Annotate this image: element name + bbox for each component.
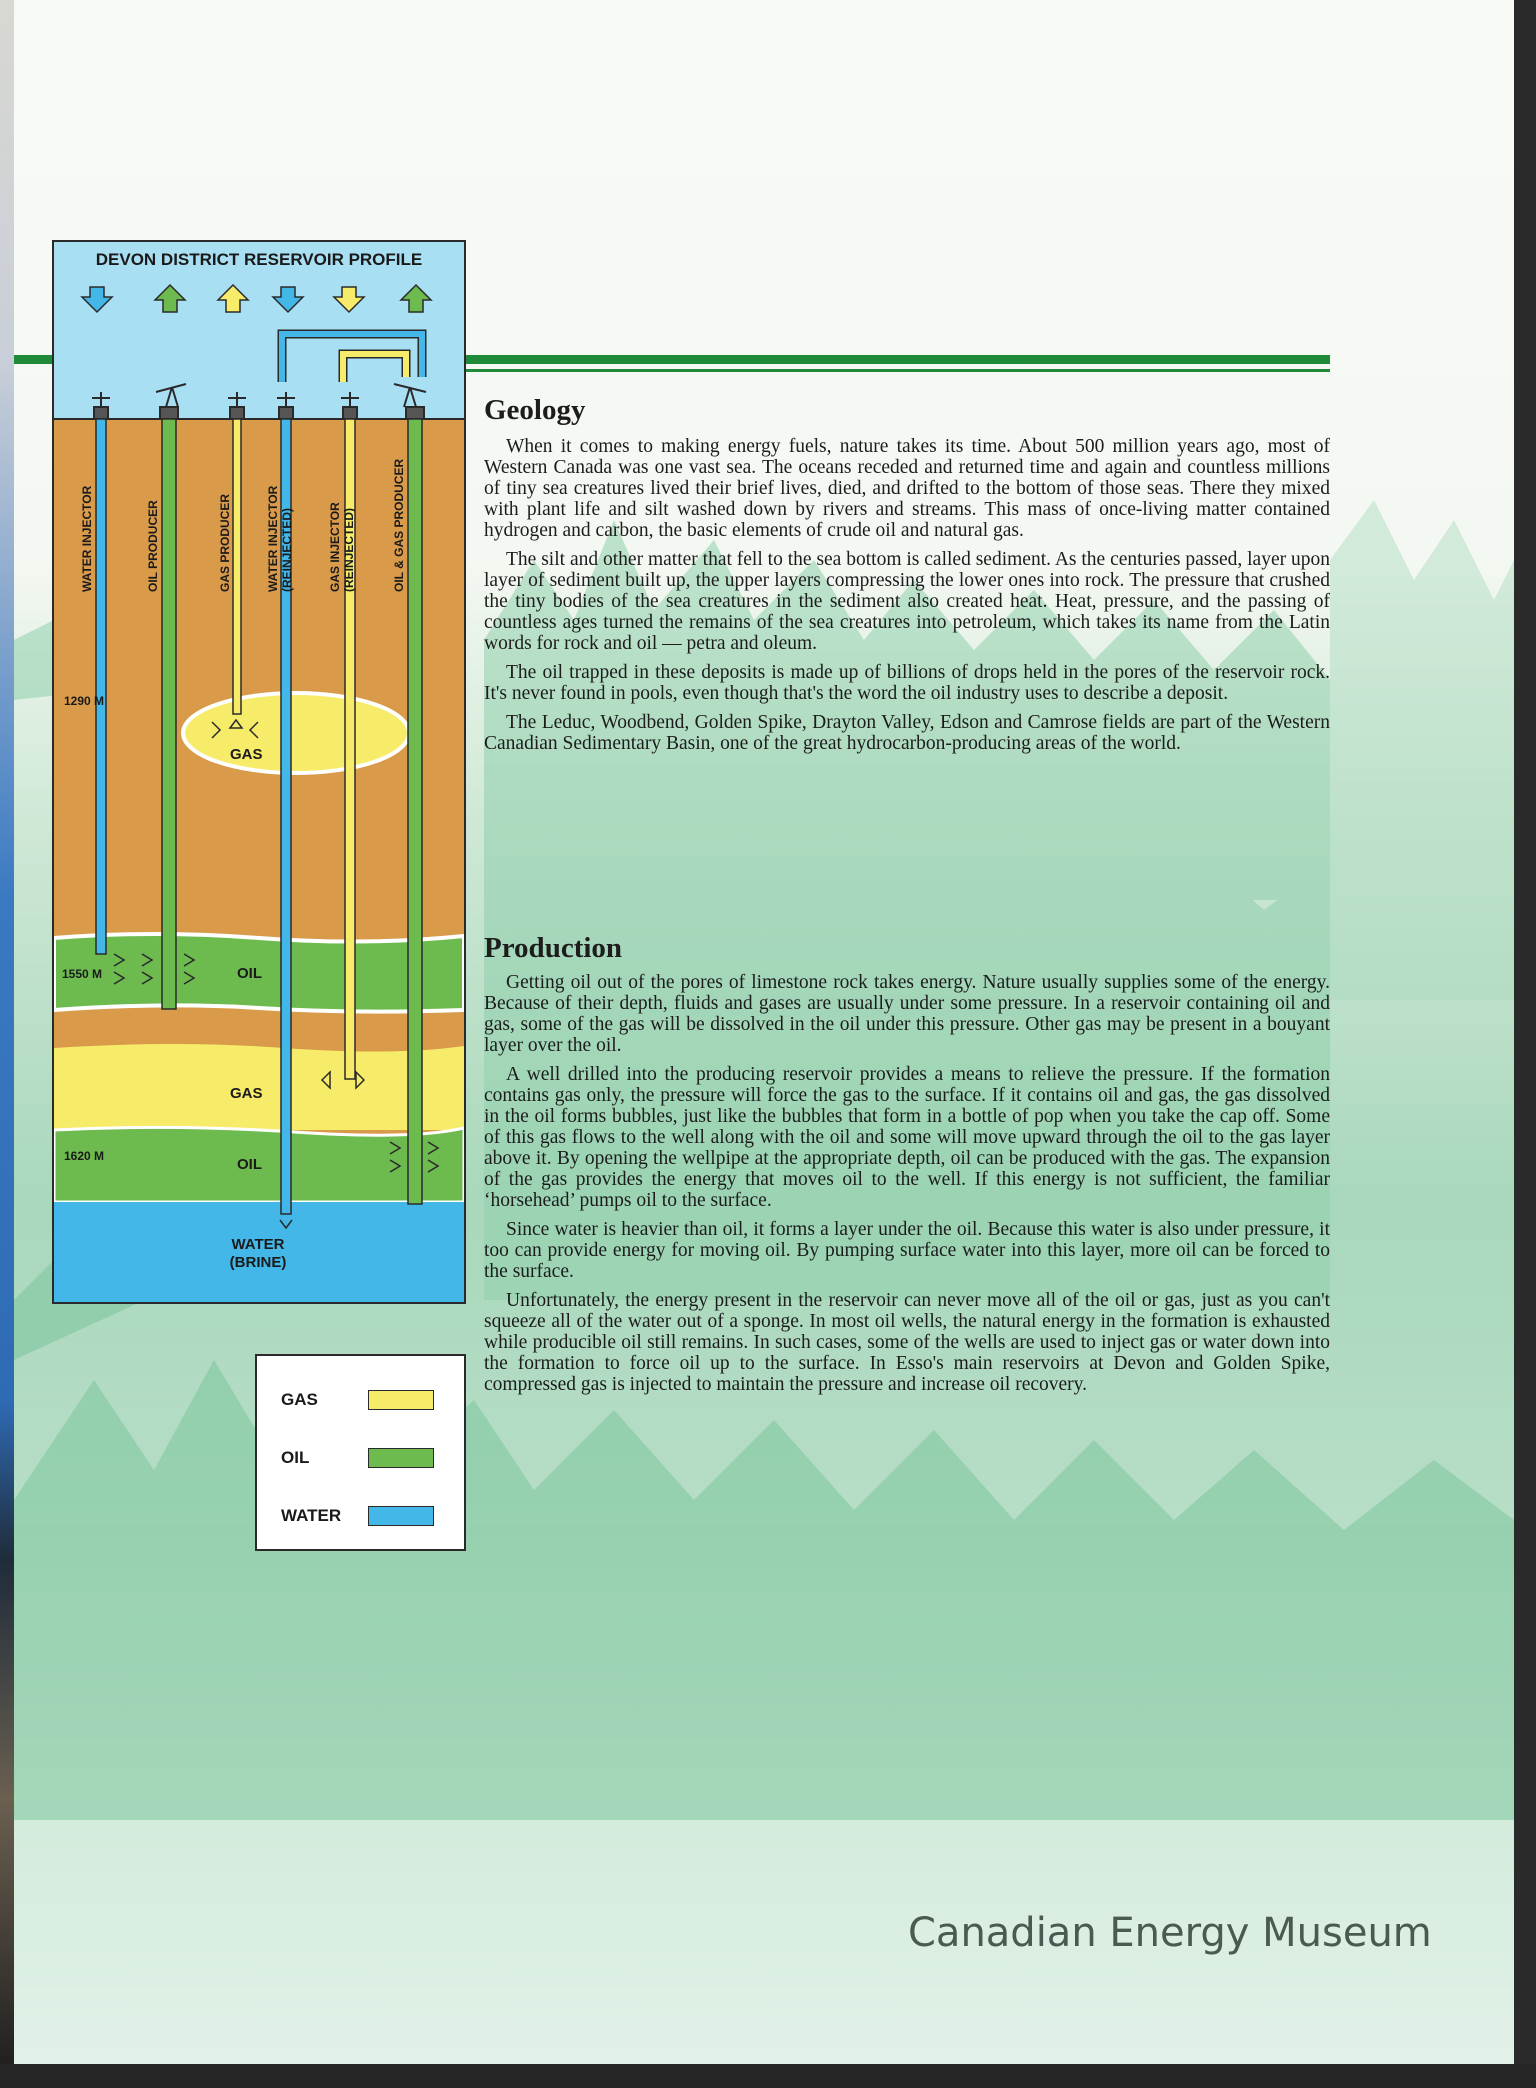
legend-item-gas	[281, 1388, 441, 1412]
green-rule-thin	[461, 369, 1330, 372]
layer-label-water-sub: (BRINE)	[229, 1254, 287, 1271]
reservoir-profile-diagram	[52, 240, 466, 1304]
legend-label: WATER	[281, 1506, 342, 1525]
production-paragraph: Since water is heavier than oil, it forms a layer under the oil. Because this water is also under pressure, it too can provide energy for moving oil. By pumping surface water into this layer, more oil can be forced to the surface.	[484, 1219, 1330, 1282]
well-label-oil-gas-producer: OIL & GAS PRODUCER	[392, 458, 406, 592]
production-heading: Production	[484, 932, 623, 964]
geology-paragraph: The oil trapped in these deposits is made up of billions of drops held in the pores of the reservoir rock. It's never found in pools, even though that's the word the oil industry uses to describe a deposit.	[484, 662, 1330, 704]
well-label-water-injector: WATER INJECTOR	[80, 485, 94, 592]
scan-border-right	[1514, 0, 1536, 2088]
legend-label: GAS	[281, 1390, 318, 1409]
geology-paragraph: The silt and other matter that fell to the sea bottom is called sediment. As the centuries passed, layer upon layer of sediment built up, the upper layers compressing the lower ones into rock. The pressure that crushed the tiny bodies of the sea creatures in the sediment also created heat. Heat, pressure, and the passing of countless ages turned the remains of the sea creatures into petroleum, which takes its name from the Latin words for rock and oil — petra and oleum.	[484, 549, 1330, 654]
reservoir-profile-graphic	[54, 242, 464, 1302]
geology-body	[484, 436, 1330, 762]
diagram-legend	[255, 1354, 466, 1551]
legend-label: OIL	[281, 1448, 310, 1467]
legend-swatch-water	[368, 1506, 434, 1526]
geology-heading: Geology	[484, 394, 586, 426]
legend-item-oil	[281, 1446, 441, 1470]
legend-swatch-gas	[368, 1390, 434, 1410]
scan-border-bottom	[0, 2064, 1536, 2088]
depth-label-1290: 1290 M	[64, 694, 105, 708]
well-label-gas-injector: GAS INJECTOR	[328, 502, 342, 592]
legend-swatch-oil	[368, 1448, 434, 1468]
well-sublabel-reinjected-2: (REINJECTED)	[342, 507, 356, 592]
well-label-oil-producer: OIL PRODUCER	[146, 500, 160, 592]
production-paragraph: Getting oil out of the pores of limestone rock takes energy. Nature usually supplies some of the energy. Because of their depth, fluids and gases are usually under some pressure. In a reservoir containing oil and gas, some of the gas will be dissolved in the oil under this pressure. Other gas may be present in a bouyant layer over the oil.	[484, 972, 1330, 1056]
layer-label-water: WATER	[231, 1236, 285, 1253]
geology-paragraph: The Leduc, Woodbend, Golden Spike, Drayton Valley, Edson and Camrose fields are part of the Western Canadian Sedimentary Basin, one of the great hydrocarbon-producing areas of the world.	[484, 712, 1330, 754]
well-label-gas-producer: GAS PRODUCER	[218, 493, 232, 592]
geology-paragraph: When it comes to making energy fuels, nature takes its time. About 500 million years ago, most of Western Canada was one vast sea. The oceans receded and returned time and again and countless millions of tiny sea creatures lived their brief lives, died, and drifted to the bottom of those seas. There they mixed with plant life and silt washed down by rivers and streams. This mass of once-living matter contained hydrogen and carbon, the basic elements of crude oil and natural gas.	[484, 436, 1330, 541]
well-label-water-injector-2: WATER INJECTOR	[266, 485, 280, 592]
layer-label-oil-lower: OIL	[237, 1156, 262, 1173]
brochure-page	[14, 0, 1514, 2064]
production-paragraph: A well drilled into the producing reservoir provides a means to relieve the pressure. If the formation contains gas only, the pressure will force the gas to the surface. If it contains oil and gas, the gas dissolved in the oil forms bubbles, just like the bubbles that form in a bottle of pop when you take the cap off. Some of this gas flows to the well along with the oil and some will move upward through the oil to the gas layer above it. By opening the wellpipe at the appropriate depth, oil can be produced with the gas. The expansion of the gas provides the energy that moves oil to the well. If this energy is not sufficient, the familiar ‘horsehead’ pumps oil to the surface.	[484, 1064, 1330, 1211]
layer-label-oil-upper: OIL	[237, 965, 262, 982]
depth-label-1550: 1550 M	[62, 967, 103, 981]
depth-label-1620: 1620 M	[64, 1149, 105, 1163]
production-paragraph: Unfortunately, the energy present in the reservoir can never move all of the oil or gas, just as you can't squeeze all of the water out of a sponge. In most oil wells, the natural energy in the formation is exhausted while producible oil still remains. In such cases, some of the wells are used to inject gas or water down into the formation to force oil up to the surface. In Esso's main reservoirs at Devon and Golden Spike, compressed gas is injected to maintain the pressure and increase oil recovery.	[484, 1290, 1330, 1395]
museum-watermark: Canadian Energy Museum	[908, 1910, 1432, 1956]
layer-label-gas-lower: GAS	[230, 1085, 263, 1102]
well-sublabel-reinjected-1: (REINJECTED)	[280, 507, 294, 592]
legend-item-water	[281, 1504, 441, 1528]
diagram-title: DEVON DISTRICT RESERVOIR PROFILE	[95, 250, 423, 269]
page-left-edge	[0, 0, 14, 2088]
production-body	[484, 972, 1330, 1403]
layer-label-gas-upper: GAS	[230, 746, 263, 763]
